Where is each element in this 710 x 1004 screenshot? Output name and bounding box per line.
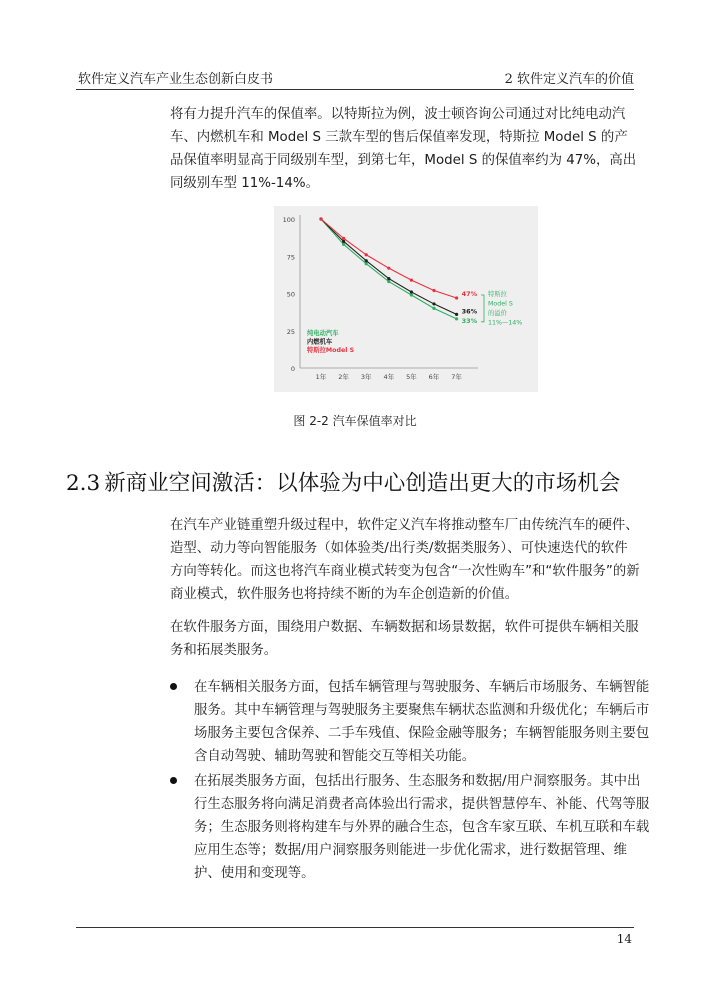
data-point (342, 240, 345, 243)
x-tick-label: 5年 (406, 373, 417, 381)
data-point (455, 296, 458, 299)
y-tick-label: 100 (282, 216, 295, 224)
section-title: 新商业空间激活：以体验为中心创造出更大的市场机会 (104, 471, 621, 496)
page-number: 14 (616, 932, 632, 946)
x-tick-label: 1年 (315, 373, 327, 381)
residual-value-chart (274, 206, 538, 392)
data-point (319, 217, 322, 220)
annotation-text: 特斯拉 (488, 291, 507, 298)
x-tick-label: 6年 (428, 373, 440, 381)
intro-paragraph: 将有力提升汽车的保值率。以特斯拉为例，波士顿咨询公司通过对比纯电动汽车、内燃机车和 Model S 三款车型的售后保值率发现，特斯拉 Model S 的产品保值率明显高于同级别车型，到第七年，Model S 的保值率约为 47%，高出同级别车型 11%-14%。 (170, 107, 637, 191)
y-tick-label: 50 (286, 290, 295, 299)
data-point (387, 280, 390, 283)
data-point (410, 293, 413, 296)
x-tick-label: 2年 (338, 373, 349, 381)
annotation-text: 11%—14% (488, 319, 523, 327)
section-number: 2.3 (66, 471, 101, 496)
body-paragraph: 在汽车产业链重塑升级过程中，软件定义汽车将推动整车厂由传统汽车的硬件、造型、动力等向智能服务（如体验类/出行类/数据类服务）、可快速迭代的软件方向等转化。而这也将汽车商业模式转变为包含“一次性购车”和“软件服务”的新商业模式，软件服务也将持续不断的为车企创造新的价值。 (170, 518, 640, 602)
list-item-text: 在车辆相关服务方面，包括车辆管理与驾驶服务、车辆后市场服务、车辆智能服务。其中车辆管理与驾驶服务主要聚焦车辆状态监测和升级优化；车辆后市场服务主要包含保养、二手车残值、保险金融等服务；车辆智能服务则主要包含自动驾驶、辅助驾驶和智能交互等相关功能。 (194, 680, 650, 764)
x-tick-label: 7年 (451, 373, 462, 381)
annotation-text: 的溢价 (488, 310, 507, 317)
y-tick-label: 0 (290, 365, 295, 373)
data-point (387, 277, 390, 280)
page-header-right: 2 软件定义汽车的价值 (504, 72, 634, 87)
data-point (455, 317, 458, 320)
data-point (455, 313, 458, 316)
data-point (410, 290, 413, 293)
annotation-text: Model S (488, 300, 513, 308)
legend-entry: 特斯拉Model S (307, 347, 355, 354)
data-point (387, 267, 390, 270)
data-point (365, 262, 368, 265)
end-value-label: 36% (461, 307, 478, 316)
data-point (410, 278, 413, 281)
data-point (342, 237, 345, 240)
list-item-text: 在拓展类服务方面，包括出行服务、生态服务和数据/用户洞察服务。其中出行生态服务将向满足消费者高体验出行需求，提供智慧停车、补能、代驾等服务；生态服务则将构建车与外界的融合生态，包含车家互联、车机互联和车载应用生态等；数据/用户洞察服务则能进一步优化需求，进行数据管理、维护、使用和变现等。 (194, 774, 650, 881)
x-tick-label: 3年 (360, 373, 372, 381)
chart-svg (274, 206, 538, 392)
data-point (365, 253, 368, 256)
figure-caption: 图 2-2 汽车保值率对比 (293, 414, 417, 428)
data-point (342, 243, 345, 246)
legend-entry: 纯电动汽车 (307, 330, 339, 337)
footer-divider (76, 927, 634, 928)
end-value-label: 33% (461, 316, 478, 325)
header-divider (76, 89, 634, 90)
x-tick-label: 4年 (383, 373, 395, 381)
section-heading (66, 466, 620, 497)
y-tick-label: 75 (286, 253, 295, 262)
body-paragraph: 在软件服务方面，围绕用户数据、车辆数据和场景数据，软件可提供车辆相关服务和拓展类服务。 (170, 620, 639, 658)
y-tick-label: 25 (286, 327, 295, 336)
data-point (432, 302, 435, 305)
annotation-bracket (481, 295, 484, 322)
series-line (321, 219, 457, 298)
data-point (365, 259, 368, 262)
bullet-icon (170, 777, 177, 784)
bullet-icon (170, 683, 177, 690)
page-header-left: 软件定义汽车产业生态创新白皮书 (78, 72, 274, 87)
data-point (432, 307, 435, 310)
data-point (432, 289, 435, 292)
end-value-label: 47% (461, 289, 478, 298)
legend-entry: 内燃机车 (307, 338, 333, 346)
